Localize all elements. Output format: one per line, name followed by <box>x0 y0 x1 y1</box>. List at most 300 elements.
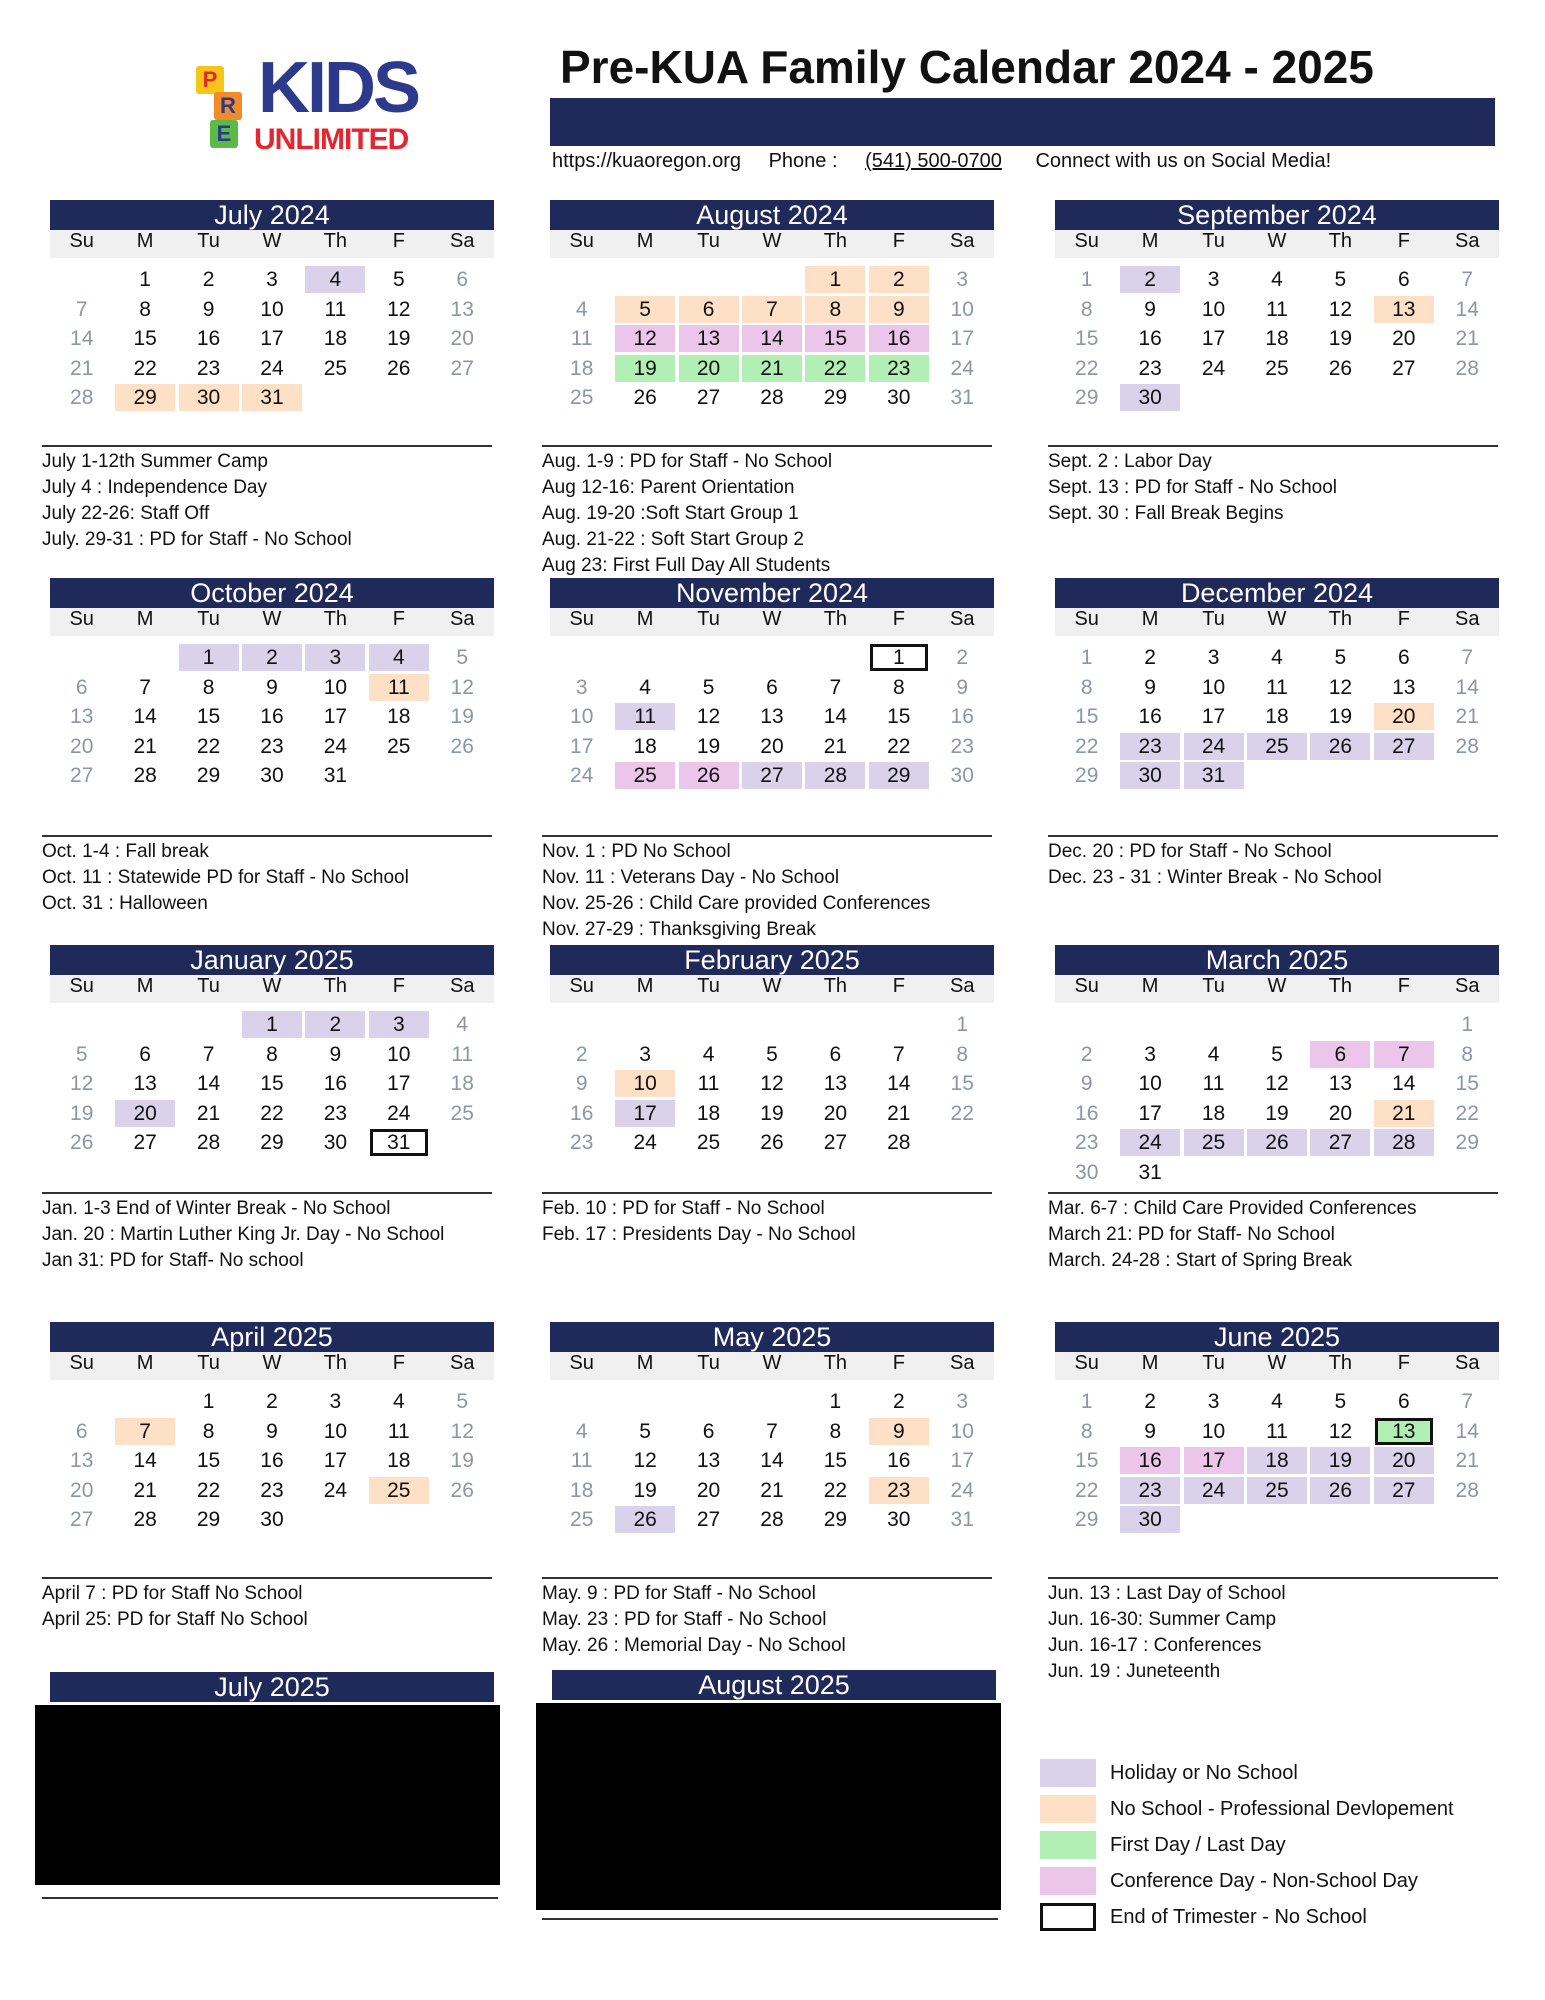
calendar-day <box>1372 355 1435 385</box>
weekday-label: M <box>1141 230 1159 252</box>
calendar-day <box>113 733 176 763</box>
logo-unlimited-text: UNLIMITED <box>254 123 409 156</box>
legend-swatch-first-last <box>1040 1831 1096 1859</box>
calendar-day <box>931 1041 994 1071</box>
calendar-day <box>1055 1100 1118 1130</box>
note-line: Nov. 11 : Veterans Day - No School <box>542 867 840 888</box>
day-number: 17 <box>1138 1101 1162 1125</box>
empty-day <box>1245 1011 1308 1041</box>
calendar-week <box>1055 1041 1499 1071</box>
calendar-day <box>1436 1129 1499 1159</box>
month-title: August 2024 <box>550 200 994 230</box>
day-number: 6 <box>766 675 778 699</box>
day-number: 2 <box>305 1011 365 1038</box>
day-number: 16 <box>869 325 929 352</box>
calendar-day <box>1309 703 1372 733</box>
calendar-day <box>177 1418 240 1448</box>
calendar-day <box>613 1477 676 1507</box>
calendar-day <box>367 733 430 763</box>
note-line: Jun. 13 : Last Day of School <box>1048 1583 1286 1604</box>
calendar-day <box>431 266 494 296</box>
calendar-day <box>550 703 613 733</box>
note-line: May. 23 : PD for Staff - No School <box>542 1609 827 1630</box>
calendar-day <box>1055 1129 1118 1159</box>
day-number: 11 <box>387 1419 410 1443</box>
calendar-week <box>50 1041 494 1071</box>
calendar-day <box>1372 266 1435 296</box>
day-number: 12 <box>1328 675 1353 699</box>
day-number: 13 <box>760 705 784 728</box>
calendar-day <box>804 1506 867 1536</box>
day-number: 5 <box>1334 268 1347 291</box>
calendar-day <box>740 674 803 704</box>
day-number: 4 <box>305 266 365 293</box>
day-number: 6 <box>456 268 469 291</box>
day-number: 3 <box>956 268 969 291</box>
calendar-day <box>50 703 113 733</box>
calendar-day <box>1118 733 1181 763</box>
day-number: 20 <box>70 734 94 758</box>
day-number: 28 <box>1374 1129 1434 1156</box>
calendar-day <box>1436 355 1499 385</box>
day-number: 27 <box>1374 733 1434 760</box>
phone-link[interactable]: (541) 500-0700 <box>865 150 1002 172</box>
empty-day <box>1436 762 1499 792</box>
calendar-day <box>50 1070 113 1100</box>
calendar-week <box>50 644 494 674</box>
empty-day <box>1182 1011 1245 1041</box>
day-number: 29 <box>260 1131 284 1154</box>
empty-day <box>740 1388 803 1418</box>
weekday-label: Sa <box>450 608 475 630</box>
day-number: 16 <box>887 1449 911 1472</box>
empty-day <box>550 266 613 296</box>
calendar-week <box>50 325 494 355</box>
calendar-day <box>1245 703 1308 733</box>
day-number: 25 <box>1247 1477 1307 1504</box>
calendar-day <box>240 266 303 296</box>
day-number: 10 <box>260 297 284 321</box>
empty-day <box>1372 1011 1435 1041</box>
day-number: 31 <box>242 384 302 411</box>
calendar-week <box>50 1506 494 1536</box>
weekday-label: Th <box>823 975 848 997</box>
day-number: 27 <box>742 762 802 789</box>
calendar-day <box>240 1011 303 1041</box>
day-number: 23 <box>1138 356 1162 380</box>
day-number: 26 <box>1310 733 1370 760</box>
calendar-day <box>613 1418 676 1448</box>
day-number: 7 <box>829 675 842 699</box>
calendar-day <box>1118 1477 1181 1507</box>
calendar-week <box>550 1506 994 1536</box>
calendar-day <box>1245 674 1308 704</box>
calendar-day <box>1245 1447 1308 1477</box>
calendar-day <box>431 674 494 704</box>
day-number: 13 <box>823 1072 848 1095</box>
calendar-day <box>50 296 113 326</box>
calendar-day <box>367 644 430 674</box>
calendar-day <box>177 1388 240 1418</box>
calendar-day <box>1182 703 1245 733</box>
month-notes <box>42 1192 492 1274</box>
weekday-label: W <box>262 975 282 997</box>
day-number: 7 <box>139 675 151 699</box>
calendar-day <box>1245 1041 1308 1071</box>
calendar-day <box>613 674 676 704</box>
calendar-day <box>677 733 740 763</box>
calendar-week <box>550 296 994 326</box>
calendar-day <box>50 1129 113 1159</box>
calendar-day <box>804 703 867 733</box>
empty-day <box>677 1011 740 1041</box>
calendar-day <box>431 1477 494 1507</box>
calendar-day <box>1182 733 1245 763</box>
day-number: 9 <box>1144 297 1156 321</box>
calendar-week <box>50 1477 494 1507</box>
empty-day <box>367 384 430 414</box>
note-line: Aug. 19-20 :Soft Start Group 1 <box>542 503 799 524</box>
note-line: Dec. 20 : PD for Staff - No School <box>1048 841 1332 862</box>
calendar-day <box>304 1011 367 1041</box>
calendar-day <box>1055 703 1118 733</box>
calendar-day <box>613 1129 676 1159</box>
calendar-day <box>177 1129 240 1159</box>
day-number: 12 <box>1328 1419 1353 1443</box>
calendar-day <box>304 703 367 733</box>
empty-day <box>367 762 430 792</box>
calendar-day <box>867 674 930 704</box>
day-number: 3 <box>575 675 588 699</box>
empty-day <box>177 1011 240 1041</box>
day-number: 20 <box>1392 327 1416 350</box>
weekday-header <box>50 230 494 258</box>
weekday-label: Th <box>823 608 848 630</box>
weekday-label: Su <box>1074 1352 1099 1374</box>
calendar-day <box>50 1041 113 1071</box>
weekday-label: Su <box>69 1352 94 1374</box>
day-number: 27 <box>70 1508 94 1531</box>
day-number: 5 <box>766 1042 778 1066</box>
calendar-day <box>1309 1477 1372 1507</box>
day-number: 3 <box>639 1042 651 1066</box>
calendar-day <box>550 674 613 704</box>
day-number: 23 <box>196 356 221 380</box>
empty-day <box>1309 762 1372 792</box>
empty-day <box>1182 384 1245 414</box>
calendar-day <box>1118 1388 1181 1418</box>
note-line: Oct. 11 : Statewide PD for Staff - No School <box>42 867 409 888</box>
day-number: 6 <box>1310 1041 1370 1068</box>
day-number: 19 <box>450 1449 474 1472</box>
day-number: 28 <box>1455 356 1479 380</box>
day-number: 17 <box>950 327 974 350</box>
day-number: 29 <box>1075 386 1099 409</box>
calendar-day <box>1436 1011 1499 1041</box>
day-number: 23 <box>869 355 929 382</box>
day-number: 4 <box>456 1013 469 1036</box>
calendar-day <box>1182 355 1245 385</box>
weekday-label: F <box>1397 1352 1410 1374</box>
calendar-day <box>804 384 867 414</box>
calendar-day <box>1245 266 1308 296</box>
calendar-day <box>177 733 240 763</box>
calendar-day <box>804 1388 867 1418</box>
day-number: 20 <box>679 355 739 382</box>
calendar-day <box>1309 674 1372 704</box>
calendar-week <box>50 1129 494 1159</box>
calendar-day <box>1245 1477 1308 1507</box>
calendar-day <box>367 1477 430 1507</box>
calendar-day <box>1372 1477 1435 1507</box>
day-number: 22 <box>1075 356 1099 380</box>
calendar-day <box>931 1070 994 1100</box>
calendar-day <box>931 644 994 674</box>
day-number: 22 <box>823 1478 848 1502</box>
empty-day <box>740 644 803 674</box>
day-number: 22 <box>196 1478 221 1502</box>
empty-day <box>677 1388 740 1418</box>
calendar-week <box>550 1418 994 1448</box>
day-number: 14 <box>1455 297 1479 321</box>
day-number: 15 <box>196 1449 221 1472</box>
empty-day <box>1372 1159 1435 1189</box>
day-number: 28 <box>760 1508 784 1531</box>
day-number: 2 <box>1144 1390 1156 1413</box>
day-number: 2 <box>956 646 969 669</box>
calendar-day <box>677 703 740 733</box>
title-bar <box>550 98 1495 146</box>
day-number: 26 <box>615 1506 675 1533</box>
calendar-week <box>1055 1506 1499 1536</box>
calendar-day <box>431 644 494 674</box>
day-number: 13 <box>70 705 94 728</box>
calendar-day <box>931 355 994 385</box>
day-number: 30 <box>260 764 284 787</box>
calendar-day <box>740 1070 803 1100</box>
weekday-header <box>1055 230 1499 258</box>
day-number: 19 <box>1265 1101 1289 1125</box>
divider-july-2025 <box>42 1897 498 1899</box>
calendar-day <box>304 355 367 385</box>
day-number: 20 <box>1328 1101 1353 1125</box>
day-number: 24 <box>633 1131 657 1154</box>
calendar-week <box>1055 644 1499 674</box>
empty-day <box>740 1011 803 1041</box>
calendar-day <box>367 1041 430 1071</box>
calendar-day <box>367 325 430 355</box>
month-notes <box>42 1577 492 1633</box>
day-number: 4 <box>1271 646 1283 669</box>
day-number: 3 <box>266 268 278 291</box>
calendar-day <box>1245 644 1308 674</box>
empty-day <box>804 1011 867 1041</box>
weekday-label: Th <box>323 230 348 252</box>
weekday-label: Th <box>323 975 348 997</box>
calendar-day <box>1055 384 1118 414</box>
calendar-week <box>550 762 994 792</box>
legend-item-pd <box>1040 1791 1500 1827</box>
calendar-day <box>113 296 176 326</box>
legend-swatch-conference <box>1040 1867 1096 1895</box>
calendar-week <box>550 644 994 674</box>
day-number: 18 <box>387 1449 411 1472</box>
calendar-day <box>867 1100 930 1130</box>
day-number: 24 <box>260 356 284 380</box>
weekday-label: Tu <box>697 975 720 997</box>
weekday-label: Th <box>1328 1352 1353 1374</box>
day-number: 12 <box>70 1072 94 1095</box>
day-number: 6 <box>1397 646 1410 669</box>
calendar-day <box>177 674 240 704</box>
day-number: 8 <box>1461 1042 1474 1066</box>
day-number: 26 <box>387 356 411 380</box>
weekday-header <box>50 1352 494 1380</box>
day-number: 25 <box>1265 356 1289 380</box>
empty-day <box>1309 1159 1372 1189</box>
calendar-day <box>931 1100 994 1130</box>
calendar-day <box>931 266 994 296</box>
calendar-day <box>1055 1418 1118 1448</box>
day-number: 11 <box>451 1042 474 1066</box>
calendar-day <box>804 1129 867 1159</box>
day-number: 1 <box>956 1013 969 1036</box>
note-line: May. 26 : Memorial Day - No School <box>542 1635 846 1656</box>
calendar-day <box>240 1388 303 1418</box>
weekday-label: Tu <box>1202 230 1225 252</box>
weekday-label: Su <box>69 230 94 252</box>
weekday-header <box>1055 975 1499 1003</box>
month-august-2025 <box>552 1670 996 1700</box>
day-number: 2 <box>1120 266 1180 293</box>
calendar-day <box>50 384 113 414</box>
weekday-label: F <box>1397 608 1410 630</box>
day-number: 5 <box>1271 1042 1283 1066</box>
website-link[interactable]: https://kuaoregon.org <box>552 150 742 172</box>
weekday-label: F <box>892 975 905 997</box>
day-number: 17 <box>570 734 594 758</box>
calendar-day <box>1118 1447 1181 1477</box>
day-number: 4 <box>1207 1042 1220 1066</box>
weekday-label: M <box>636 230 654 252</box>
day-number: 30 <box>1120 384 1180 411</box>
weekday-label: Sa <box>1455 975 1480 997</box>
day-number: 19 <box>1310 1447 1370 1474</box>
day-number: 18 <box>633 734 657 758</box>
calendar-day <box>867 703 930 733</box>
calendar-week <box>550 674 994 704</box>
calendar-day <box>240 762 303 792</box>
calendar-day <box>1055 1506 1118 1536</box>
day-number: 12 <box>450 675 474 699</box>
empty-day <box>1182 1506 1245 1536</box>
calendar-day <box>177 703 240 733</box>
day-number: 24 <box>1184 1477 1244 1504</box>
calendar-day <box>1118 1418 1181 1448</box>
day-number: 11 <box>1266 675 1288 699</box>
day-number: 27 <box>133 1131 157 1154</box>
day-number: 21 <box>1374 1100 1434 1127</box>
note-line: Sept. 2 : Labor Day <box>1048 451 1212 472</box>
empty-day <box>431 762 494 792</box>
empty-day <box>550 1011 613 1041</box>
calendar-day <box>1118 1070 1181 1100</box>
calendar-day <box>1436 644 1499 674</box>
day-number: 4 <box>575 1419 588 1443</box>
day-number: 19 <box>70 1101 94 1125</box>
day-number: 19 <box>760 1101 784 1125</box>
day-number: 9 <box>329 1042 342 1066</box>
calendar-day <box>113 762 176 792</box>
day-number: 11 <box>1202 1072 1225 1095</box>
legend-label: Conference Day - Non-School Day <box>1110 1869 1418 1892</box>
day-number: 22 <box>1075 734 1099 758</box>
day-number: 21 <box>742 355 802 382</box>
day-number: 9 <box>575 1072 588 1095</box>
day-number: 21 <box>887 1101 911 1125</box>
note-line: Jun. 16-17 : Conferences <box>1048 1635 1262 1656</box>
calendar-day <box>804 1070 867 1100</box>
calendar-day <box>613 1447 676 1477</box>
day-number: 25 <box>387 734 411 758</box>
empty-day <box>304 1506 367 1536</box>
day-number: 8 <box>1080 297 1093 321</box>
day-number: 4 <box>702 1042 715 1066</box>
empty-day <box>1182 1159 1245 1189</box>
calendar-week <box>50 762 494 792</box>
day-number: 14 <box>1455 675 1479 699</box>
weekday-label: Th <box>323 608 348 630</box>
weekday-label: Sa <box>950 1352 975 1374</box>
legend-item-first-last <box>1040 1827 1500 1863</box>
calendar-day <box>50 733 113 763</box>
month-notes <box>42 445 492 553</box>
day-number: 5 <box>456 646 469 669</box>
day-number: 13 <box>70 1449 94 1472</box>
day-number: 26 <box>70 1131 94 1154</box>
calendar-day <box>1309 355 1372 385</box>
calendar-day <box>867 644 930 674</box>
weekday-header <box>50 975 494 1003</box>
day-number: 1 <box>1080 268 1093 291</box>
empty-day <box>550 644 613 674</box>
empty-day <box>1309 384 1372 414</box>
day-number: 2 <box>575 1042 588 1066</box>
day-number: 16 <box>260 1449 284 1472</box>
calendar-day <box>550 1070 613 1100</box>
calendar-day <box>1436 674 1499 704</box>
calendar-day <box>240 1418 303 1448</box>
calendar-day <box>613 1070 676 1100</box>
calendar-day <box>1182 1070 1245 1100</box>
calendar-day <box>304 1477 367 1507</box>
note-line: Feb. 10 : PD for Staff - No School <box>542 1198 825 1219</box>
calendar-day <box>1055 762 1118 792</box>
weekday-label: Su <box>69 975 94 997</box>
calendar-week <box>1055 1388 1499 1418</box>
calendar-day <box>1309 1041 1372 1071</box>
day-number: 19 <box>1328 327 1353 350</box>
calendar-day <box>304 1388 367 1418</box>
day-number: 10 <box>615 1070 675 1097</box>
weekday-header <box>550 608 994 636</box>
calendar-week <box>550 703 994 733</box>
day-number: 18 <box>1265 327 1289 350</box>
calendar-day <box>177 355 240 385</box>
calendar-day <box>1118 674 1181 704</box>
calendar-day <box>177 644 240 674</box>
calendar-day <box>1118 1100 1181 1130</box>
